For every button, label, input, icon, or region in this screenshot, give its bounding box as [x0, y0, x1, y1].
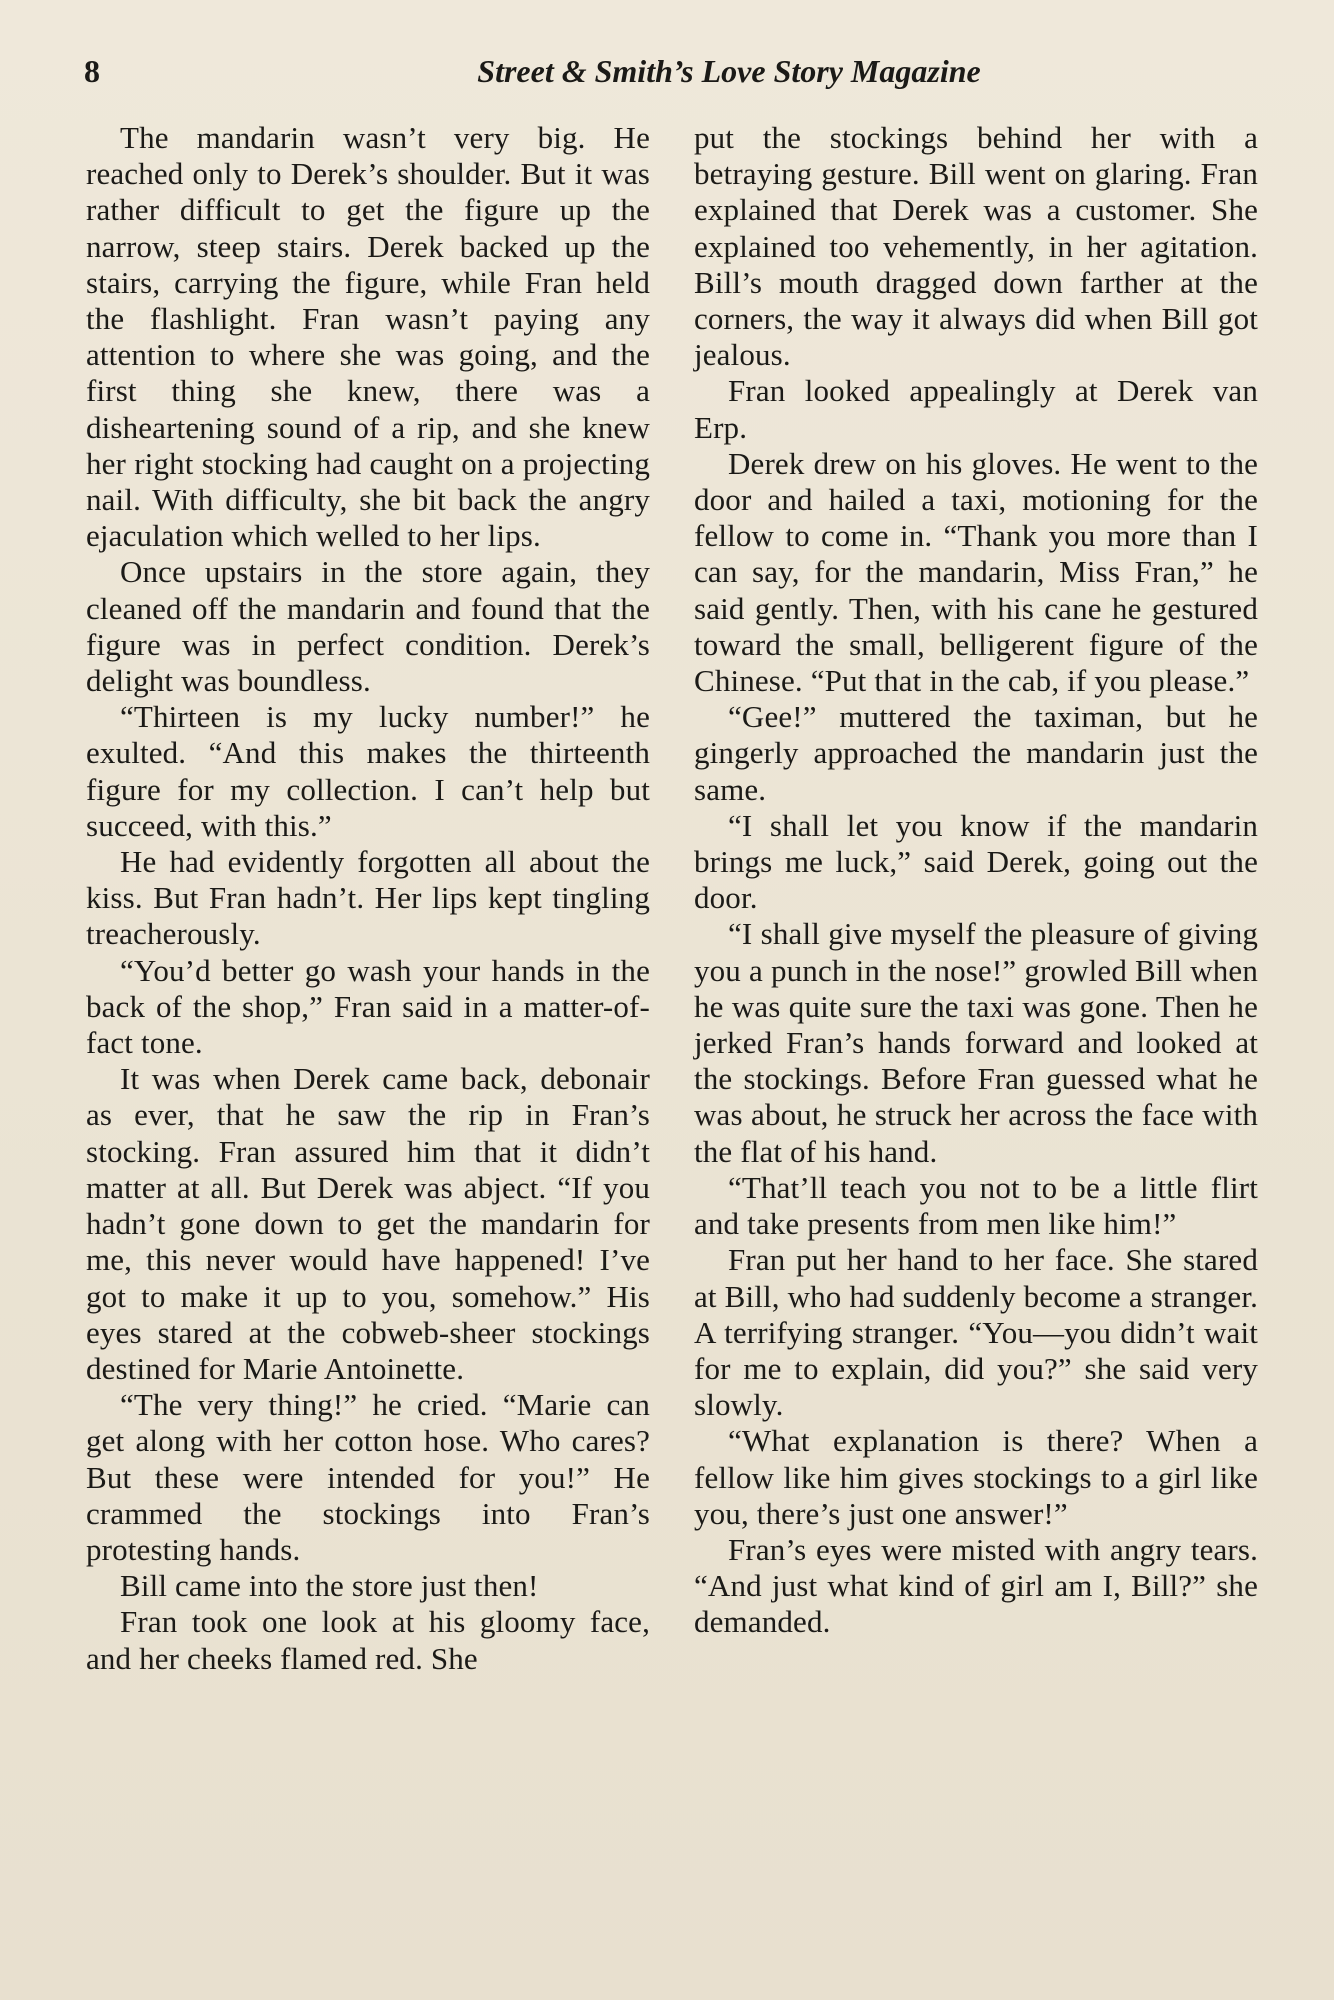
paragraph: Once upstairs in the store again, they cleaned off the mandarin and found that the figure was in perfect condition. Derek’s delight was boundless. [86, 554, 650, 699]
paragraph: Fran took one look at his gloomy face, and her cheeks flamed red. She [86, 1604, 650, 1676]
paragraph: “That’ll teach you not to be a little flirt and take presents from men like him!” [694, 1169, 1258, 1242]
paragraph: Fran’s eyes were misted with angry tears. “And just what kind of girl am I, Bill?” she demanded. [694, 1531, 1258, 1640]
paragraph: “The very thing!” he cried. “Marie can get along with her cotton hose. Who cares? But these were intended for you!” He crammed the stockings into Fran’s protesting hands. [86, 1387, 650, 1567]
page-number: 8 [84, 53, 100, 89]
page-header [84, 46, 1254, 96]
paragraph: “I shall let you know if the mandarin brings me luck,” said Derek, going out the door. [694, 807, 1258, 916]
paragraph: “Thirteen is my lucky number!” he exulted. “And this makes the thirteenth figure for my collection. I can’t help but succeed, with this.” [86, 699, 650, 843]
paragraph: Bill came into the store just then! [120, 1568, 539, 1604]
paragraph: He had evidently forgotten all about the kiss. But Fran hadn’t. Her lips kept tingling treacherously. [86, 844, 650, 952]
paragraph: It was when Derek came back, debonair as ever, that he saw the rip in Fran’s stocking. Fran assured him that it didn’t matter at all. But Derek was abject. “If you hadn’t gone down to get the mandarin for me, this never would have happened! I’ve got to make it up to you, somehow.” His eyes stared at the cobweb-sheer stockings destined for Marie Antoinette. [86, 1061, 650, 1386]
paragraph: “I shall give myself the pleasure of giving you a punch in the nose!” growled Bill when he was quite sure the taxi was gone. Then he jerked Fran’s hands forward and looked at the stockings. Before Fran guessed what he was about, he struck her across the face with the flat of his hand. [694, 916, 1258, 1169]
paragraph: The mandarin wasn’t very big. He reached only to Derek’s shoulder. But it was rather difficult to get the figure up the narrow, steep stairs. Derek backed up the stairs, carrying the figure, while Fran held the flashlight. Fran wasn’t paying any attention to where she was going, and the first thing she knew, there was a disheartening sound of a rip, and she knew her right stocking had caught on a projecting nail. With difficulty, she bit back the angry ejaculation which welled to her lips. [86, 120, 650, 554]
paragraph: “You’d better go wash your hands in the back of the shop,” Fran said in a matter-of-fact tone. [86, 952, 650, 1061]
paragraph: “Gee!” muttered the taximan, but he gingerly approached the mandarin just the same. [694, 699, 1258, 807]
paragraph: Fran looked appealingly at Derek van Erp. [694, 373, 1258, 445]
paragraph: Derek drew on his gloves. He went to the door and hailed a taxi, motioning for the fellow to come in. “Thank you more than I can say, for the mandarin, Miss Fran,” he said gently. Then, with his cane he gestured toward the small, belligerent figure of the Chinese. “Put that in the cab, if you please.” [694, 445, 1258, 699]
paragraph: Fran put her hand to her face. She stared at Bill, who had suddenly become a stranger. A terrifying stranger. “You—you didn’t wait for me to explain, did you?” she said very slowly. [694, 1242, 1258, 1423]
right-column [694, 120, 1258, 1641]
paragraph: “What explanation is there? When a fellow like him gives stockings to a girl like you, there’s just one answer!” [694, 1423, 1258, 1531]
running-title: Street & Smith’s Love Story Magazine [477, 53, 981, 89]
continued-paragraph: put the stockings behind her with a betraying gesture. Bill went on glaring. Fran explained that Derek was a customer. She explained too vehemently, in her agitation. Bill’s mouth dragged down farther at the corners, the way it always did when Bill got jealous. [694, 120, 1258, 373]
left-column [86, 120, 650, 1677]
